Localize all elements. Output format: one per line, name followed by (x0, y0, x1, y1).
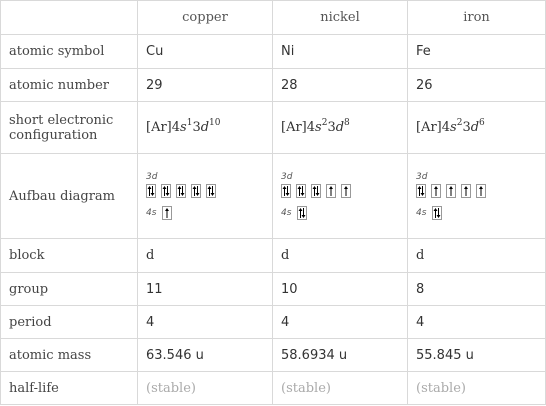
orbital-box (461, 184, 471, 198)
orbital-row-3d (146, 184, 264, 198)
orbital-box (146, 184, 156, 198)
spin-up-icon (462, 185, 470, 197)
spin-pair-icon (433, 207, 441, 219)
atomic-number-iron: 26 (408, 69, 546, 102)
orbital-box (476, 184, 486, 198)
half-life-copper: (stable) (138, 372, 273, 405)
row-label (1, 102, 138, 154)
spin-up-icon (432, 185, 440, 197)
orbital-box (191, 184, 201, 198)
orbital-box (311, 184, 321, 198)
atomic-symbol-copper: Cu (138, 35, 273, 69)
row-label-line: short electronic (9, 112, 114, 128)
group-nickel: 10 (273, 273, 408, 306)
atomic-mass-nickel: 58.6934 u (273, 339, 408, 372)
period-nickel: 4 (273, 306, 408, 339)
subshell-label-4s: 4s (281, 208, 292, 218)
electron-config-iron: $[Ar]4s^23d^6$ (408, 102, 546, 154)
table-row (1, 154, 546, 239)
table-row (1, 273, 546, 306)
block-nickel: d (273, 239, 408, 273)
spin-up-icon (342, 185, 350, 197)
spin-up-icon (447, 185, 455, 197)
row-label-line: configuration (9, 127, 98, 143)
electron-config-nickel: $[Ar]4s^23d^8$ (273, 102, 408, 154)
atomic-symbol-iron: Fe (408, 35, 546, 69)
table-row (1, 372, 546, 405)
orbital-box (176, 184, 186, 198)
orbital-box (206, 184, 216, 198)
spin-pair-icon (298, 207, 306, 219)
group-copper: 11 (138, 273, 273, 306)
row-label: group (1, 273, 138, 306)
row-label: atomic number (1, 69, 138, 102)
table-row (1, 35, 546, 69)
spin-pair-icon (147, 185, 155, 197)
electron-config-copper: $[Ar]4s^13d^{10}$ (138, 102, 273, 154)
atomic-mass-copper: 63.546 u (138, 339, 273, 372)
block-copper: d (138, 239, 273, 273)
orbital-box (281, 184, 291, 198)
orbital-row-4s (162, 206, 172, 220)
column-header-iron: iron (408, 1, 546, 35)
row-label: atomic symbol (1, 35, 138, 69)
spin-pair-icon (282, 185, 290, 197)
spin-up-icon (327, 185, 335, 197)
orbital-box (297, 206, 307, 220)
subshell-label-3d: 3d (281, 172, 293, 182)
orbital-box (416, 184, 426, 198)
aufbau-diagram-nickel (273, 154, 408, 239)
orbital-box (431, 184, 441, 198)
spin-pair-icon (192, 185, 200, 197)
atomic-symbol-nickel: Ni (273, 35, 408, 69)
block-iron: d (408, 239, 546, 273)
orbital-box (296, 184, 306, 198)
aufbau-diagram-copper (138, 154, 273, 239)
half-life-nickel: (stable) (273, 372, 408, 405)
half-life-iron: (stable) (408, 372, 546, 405)
atomic-number-nickel: 28 (273, 69, 408, 102)
row-label: Aufbau diagram (1, 154, 138, 239)
column-header-copper: copper (138, 1, 273, 35)
table-row (1, 239, 546, 273)
subshell-label-4s: 4s (416, 208, 427, 218)
spin-pair-icon (207, 185, 215, 197)
row-label: half-life (1, 372, 138, 405)
atomic-mass-iron: 55.845 u (408, 339, 546, 372)
orbital-box (162, 206, 172, 220)
aufbau-diagram-iron (408, 154, 546, 239)
orbital-box (446, 184, 456, 198)
orbital-row-4s (297, 206, 307, 220)
table-row (1, 306, 546, 339)
atomic-number-copper: 29 (138, 69, 273, 102)
spin-pair-icon (312, 185, 320, 197)
spin-up-icon (163, 207, 171, 219)
header-row (1, 1, 546, 35)
spin-up-icon (477, 185, 485, 197)
corner-cell (1, 1, 138, 35)
orbital-box (341, 184, 351, 198)
spin-pair-icon (417, 185, 425, 197)
group-iron: 8 (408, 273, 546, 306)
table-row (1, 339, 546, 372)
orbital-row-3d (281, 184, 399, 198)
spin-pair-icon (177, 185, 185, 197)
orbital-box (161, 184, 171, 198)
row-label: block (1, 239, 138, 273)
table-row (1, 102, 546, 154)
spin-pair-icon (297, 185, 305, 197)
subshell-label-3d: 3d (146, 172, 158, 182)
column-header-nickel: nickel (273, 1, 408, 35)
period-copper: 4 (138, 306, 273, 339)
period-iron: 4 (408, 306, 546, 339)
orbital-row-3d (416, 184, 537, 198)
row-label: period (1, 306, 138, 339)
subshell-label-3d: 3d (416, 172, 428, 182)
table-row (1, 69, 546, 102)
orbital-box (432, 206, 442, 220)
spin-pair-icon (162, 185, 170, 197)
subshell-label-4s: 4s (146, 208, 157, 218)
orbital-row-4s (432, 206, 442, 220)
orbital-box (326, 184, 336, 198)
row-label: atomic mass (1, 339, 138, 372)
